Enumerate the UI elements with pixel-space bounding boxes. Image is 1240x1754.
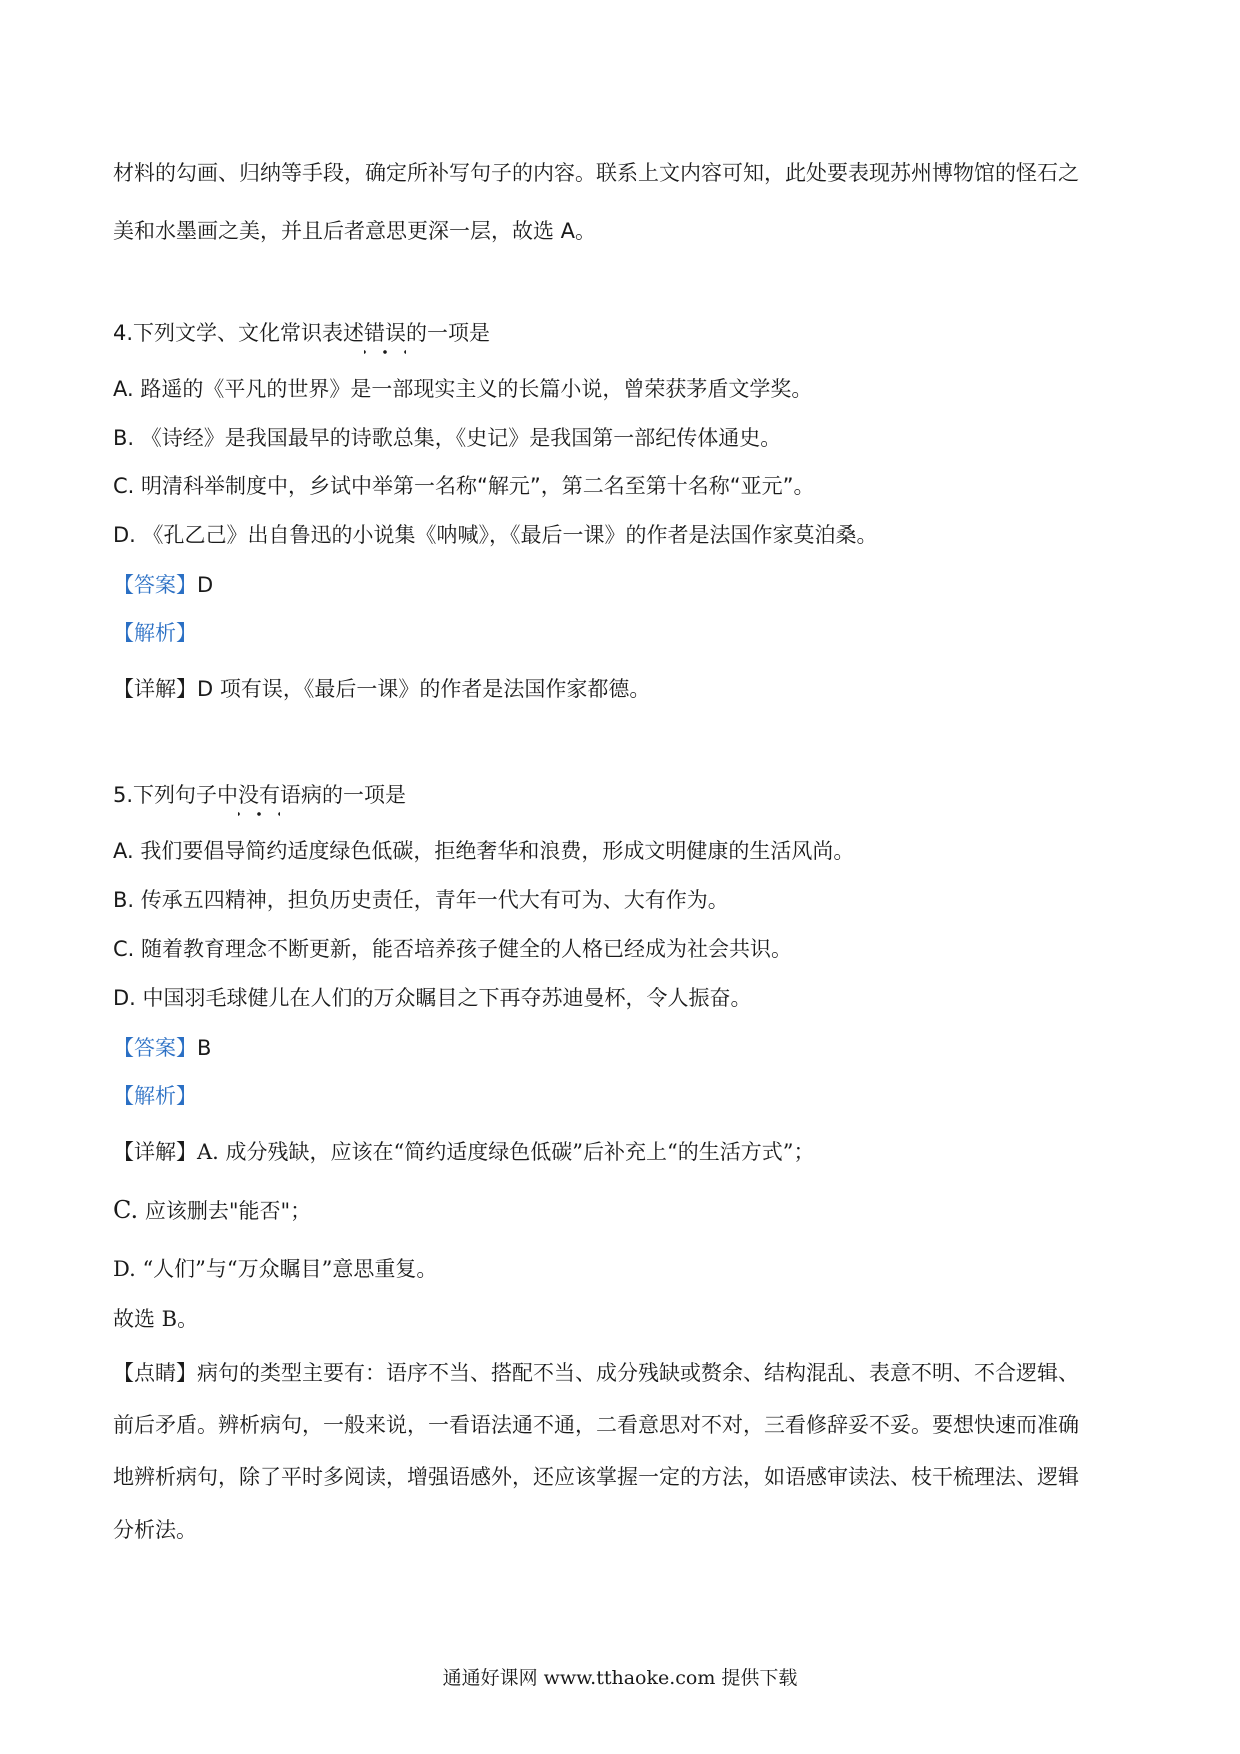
- q5-dianjing-line-3: 地辨析病句，除了平时多阅读，增强语感外，还应该掌握一定的方法，如语感审读法、枝干梳理法、逻辑: [113, 1465, 1079, 1489]
- q5-stem-emphasis: 没有: [238, 780, 280, 810]
- q4-option-d: D. 《孔乙己》出自鲁迅的小说集《呐喊》，《最后一课》的作者是法国作家莫泊桑。: [113, 523, 878, 547]
- q4-option-c: C. 明清科举制度中，乡试中举第一名称“解元”，第二名至第十名称“亚元”。: [113, 474, 815, 498]
- q5-detail-c-text: 应该删去"能否"；: [144, 1199, 312, 1223]
- q4-answer-tag: 【答案】: [113, 573, 197, 597]
- q4-answer-value: D: [197, 573, 214, 597]
- q5-detail-d: D. “人们”与“万众瞩目”意思重复。: [113, 1257, 438, 1281]
- q5-option-c: C. 随着教育理念不断更新，能否培养孩子健全的人格已经成为社会共识。: [113, 937, 793, 961]
- q4-option-a: A. 路遥的《平凡的世界》是一部现实主义的长篇小说，曾荣获茅盾文学奖。: [113, 377, 813, 401]
- q5-dianjing-line-4: 分析法。: [113, 1518, 197, 1542]
- q4-option-b: B. 《诗经》是我国最早的诗歌总集，《史记》是我国第一部纪传体通史。: [113, 426, 782, 450]
- q5-answer: [113, 1033, 211, 1063]
- page-footer: 通通好课网 www.tthaoke.com 提供下载: [442, 1667, 798, 1689]
- q4-analysis-tag: 【解析】: [113, 621, 197, 645]
- prev-analysis-line-2: 美和水墨画之美，并且后者意思更深一层，故选 A。: [113, 219, 597, 243]
- q4-stem-post: 的一项是: [406, 321, 491, 345]
- q5-conclusion: 故选 B。: [113, 1307, 199, 1331]
- q5-detail-c-letter: C.: [113, 1196, 139, 1224]
- q5-stem-pre: 5.下列句子中: [113, 783, 239, 807]
- q5-analysis-tag: 【解析】: [113, 1084, 197, 1108]
- q5-option-a: A. 我们要倡导简约适度绿色低碳，拒绝奢华和浪费，形成文明健康的生活风尚。: [113, 839, 855, 863]
- q4-stem-pre: 4.下列文学、文化常识表述: [113, 321, 365, 345]
- q5-stem-post: 语病的一项是: [280, 783, 407, 807]
- q4-stem: [113, 318, 490, 348]
- q4-stem-emphasis: 错误: [364, 318, 406, 348]
- q5-dianjing-line-2: 前后矛盾。辨析病句，一般来说，一看语法通不通，二看意思对不对，三看修辞妥不妥。要想快速而准确: [113, 1413, 1079, 1437]
- q5-option-b: B. 传承五四精神，担负历史责任，青年一代大有可为、大有作为。: [113, 888, 729, 912]
- prev-analysis-line-1: 材料的勾画、归纳等手段，确定所补写句子的内容。联系上文内容可知，此处要表现苏州博物馆的怪石之: [113, 161, 1079, 185]
- q5-answer-value: B: [197, 1036, 212, 1060]
- q5-answer-tag: 【答案】: [113, 1036, 197, 1060]
- q4-detail: 【详解】D 项有误，《最后一课》的作者是法国作家都德。: [113, 677, 651, 701]
- q5-detail-c: [113, 1195, 311, 1226]
- q5-option-d: D. 中国羽毛球健儿在人们的万众瞩目之下再夺苏迪曼杯，令人振奋。: [113, 986, 752, 1010]
- q5-stem: [113, 780, 406, 810]
- q4-answer: [113, 570, 213, 600]
- q5-detail-a: 【详解】A. 成分残缺，应该在“简约适度绿色低碳”后补充上“的生活方式”；: [113, 1140, 815, 1164]
- q5-dianjing-line-1: 【点睛】病句的类型主要有：语序不当、搭配不当、成分残缺或赘余、结构混乱、表意不明、不合逻辑、: [113, 1361, 1079, 1385]
